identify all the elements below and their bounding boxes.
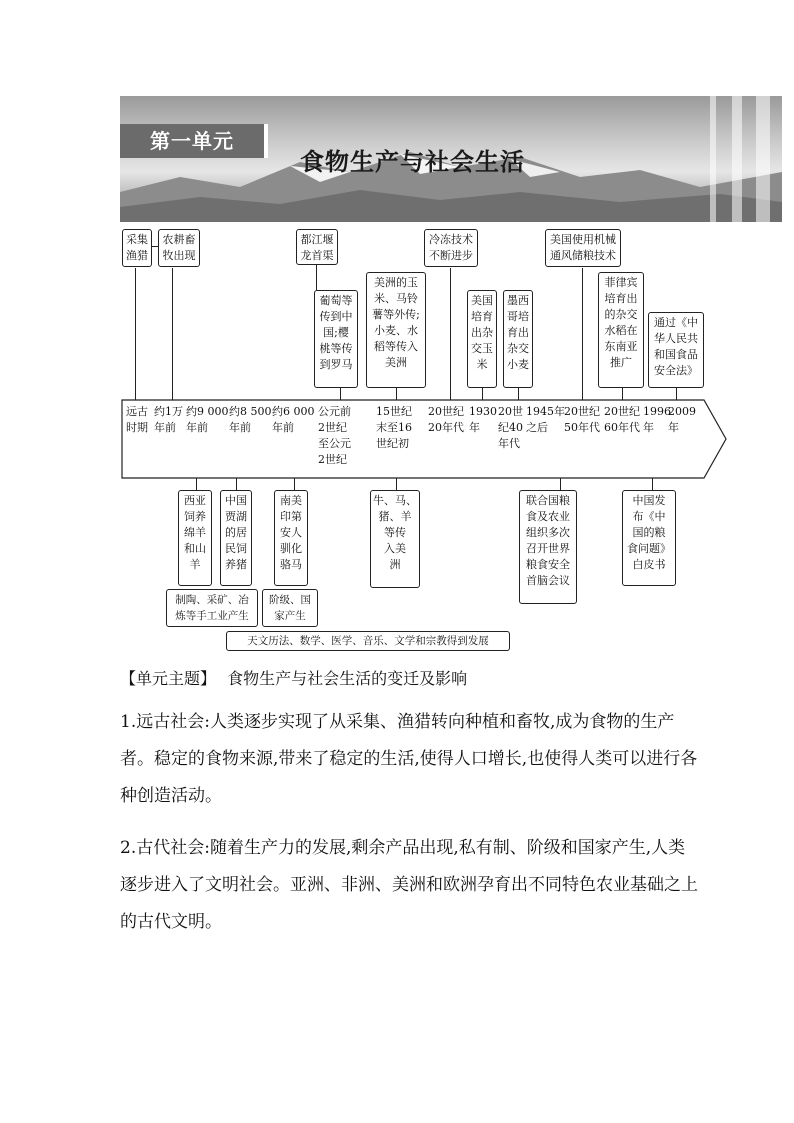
paragraph-ancient-society: 1.远古社会:人类逐步实现了从采集、渔猎转向种植和畜牧,成为食物的生产者。稳定的食物来源,带来了稳定的生活,使得人口增长,也使得人类可以进行各种创造活动。 [120, 712, 698, 806]
event-box-fao-summit [519, 490, 577, 604]
period-label: 公元前 2世纪 至公元 2世纪 [318, 405, 351, 466]
unit-title: 食物生产与社会生活 [300, 148, 525, 176]
event-box-farming [158, 229, 200, 267]
event-text: 南美 印第 安人 驯化 骆马 [280, 494, 302, 571]
event-text: 西亚 饲养 绵羊 和山 羊 [184, 494, 206, 571]
event-box-jiahu-pigs [220, 490, 252, 586]
period-label: 1930 年 [469, 405, 497, 434]
period-label: 约6 000 年前 [272, 405, 315, 434]
event-text: 美国使用机械 通风储粮技术 [550, 233, 616, 262]
event-box-grain-storage [545, 229, 621, 267]
event-box-handicraft [166, 589, 258, 627]
period-label: 约8 500 年前 [229, 405, 272, 434]
event-text: 都江堰 龙首渠 [300, 233, 334, 262]
period-label: 1945年 之后 [526, 405, 565, 434]
event-box-culture-development [226, 631, 510, 651]
period-label: 约9 000 年前 [186, 405, 229, 434]
event-box-columbian-exchange [366, 272, 426, 388]
event-text: 天文历法、数学、医学、音乐、文学和宗教得到发展 [247, 635, 489, 647]
period-label: 约1万 年前 [154, 405, 183, 434]
event-box-food-safety-law [648, 312, 704, 388]
event-box-class-state [262, 589, 318, 627]
event-text: 美洲的玉 米、马铃 薯等外传; 小麦、水 稻等传入 美洲 [372, 276, 420, 369]
event-text: 阶级、国 家产生 [269, 594, 311, 622]
event-text: 葡萄等 传到中 国;樱 桃等传 到罗马 [319, 294, 353, 371]
period-label: 20世纪 60年代 [604, 405, 640, 434]
event-box-hybrid-rice [598, 272, 644, 388]
event-box-hybrid-wheat [503, 290, 533, 388]
event-box-dujiangyan [296, 229, 338, 265]
event-box-gathering-hunting [122, 229, 152, 267]
event-text: 中国发 布《中 国的粮 食问题》 白皮书 [627, 494, 671, 571]
period-label: 20世纪 50年代 [564, 405, 600, 434]
theme-value: 食物生产与社会生活的变迁及影响 [227, 669, 468, 688]
event-text: 采集 渔猎 [126, 233, 148, 262]
event-text: 通过《中 华人民共 和国食品 安全法》 [654, 316, 698, 377]
unit-theme [120, 666, 467, 689]
paragraph-classical-society: 2.古代社会:随着生产力的发展,剩余产品出现,私有制、阶级和国家产生,人类逐步进入了文明社会。亚洲、非洲、美洲和欧洲孕育出不同特色农业基础之上的古代文明。 [120, 838, 698, 932]
event-box-livestock-america [370, 490, 420, 588]
event-box-freezing [424, 229, 478, 267]
period-label: 远古 时期 [126, 405, 148, 434]
period-label: 1996 年 [643, 405, 671, 434]
event-text: 菲律宾 培育出 的杂交 水稻在 东南亚 推广 [604, 276, 638, 369]
event-text: 联合国粮 食及农业 组织多次 召开世界 粮食安全 首脑会议 [526, 494, 570, 587]
event-text: 墨西 哥培 育出 杂交 小麦 [507, 294, 529, 371]
event-text: 冷冻技术 不断进步 [429, 233, 473, 262]
event-box-west-asia-sheep [178, 490, 212, 586]
event-text: 牛、马、 猪、羊 等传 入美 洲 [373, 494, 417, 571]
period-label: 20世纪 20年代 [428, 405, 464, 434]
event-box-llama [274, 490, 308, 586]
unit-label: 第一单元 [120, 124, 268, 158]
period-label: 20世 纪40 年代 [498, 405, 523, 450]
event-text: 农耕畜 牧出现 [162, 233, 196, 262]
event-text: 中国 贾湖 的居 民饲 养猪 [225, 494, 247, 571]
period-label: 15世纪 末至16 世纪初 [376, 405, 412, 450]
event-box-grapes [314, 290, 358, 388]
theme-label: 【单元主题】 [120, 669, 217, 688]
period-label: 2009 年 [668, 405, 696, 434]
event-text: 制陶、采矿、冶 炼等手工业产生 [175, 594, 249, 622]
event-text: 美国 培育 出杂 交玉 米 [471, 294, 493, 371]
event-box-hybrid-corn [467, 290, 497, 388]
event-box-white-paper [622, 490, 676, 586]
